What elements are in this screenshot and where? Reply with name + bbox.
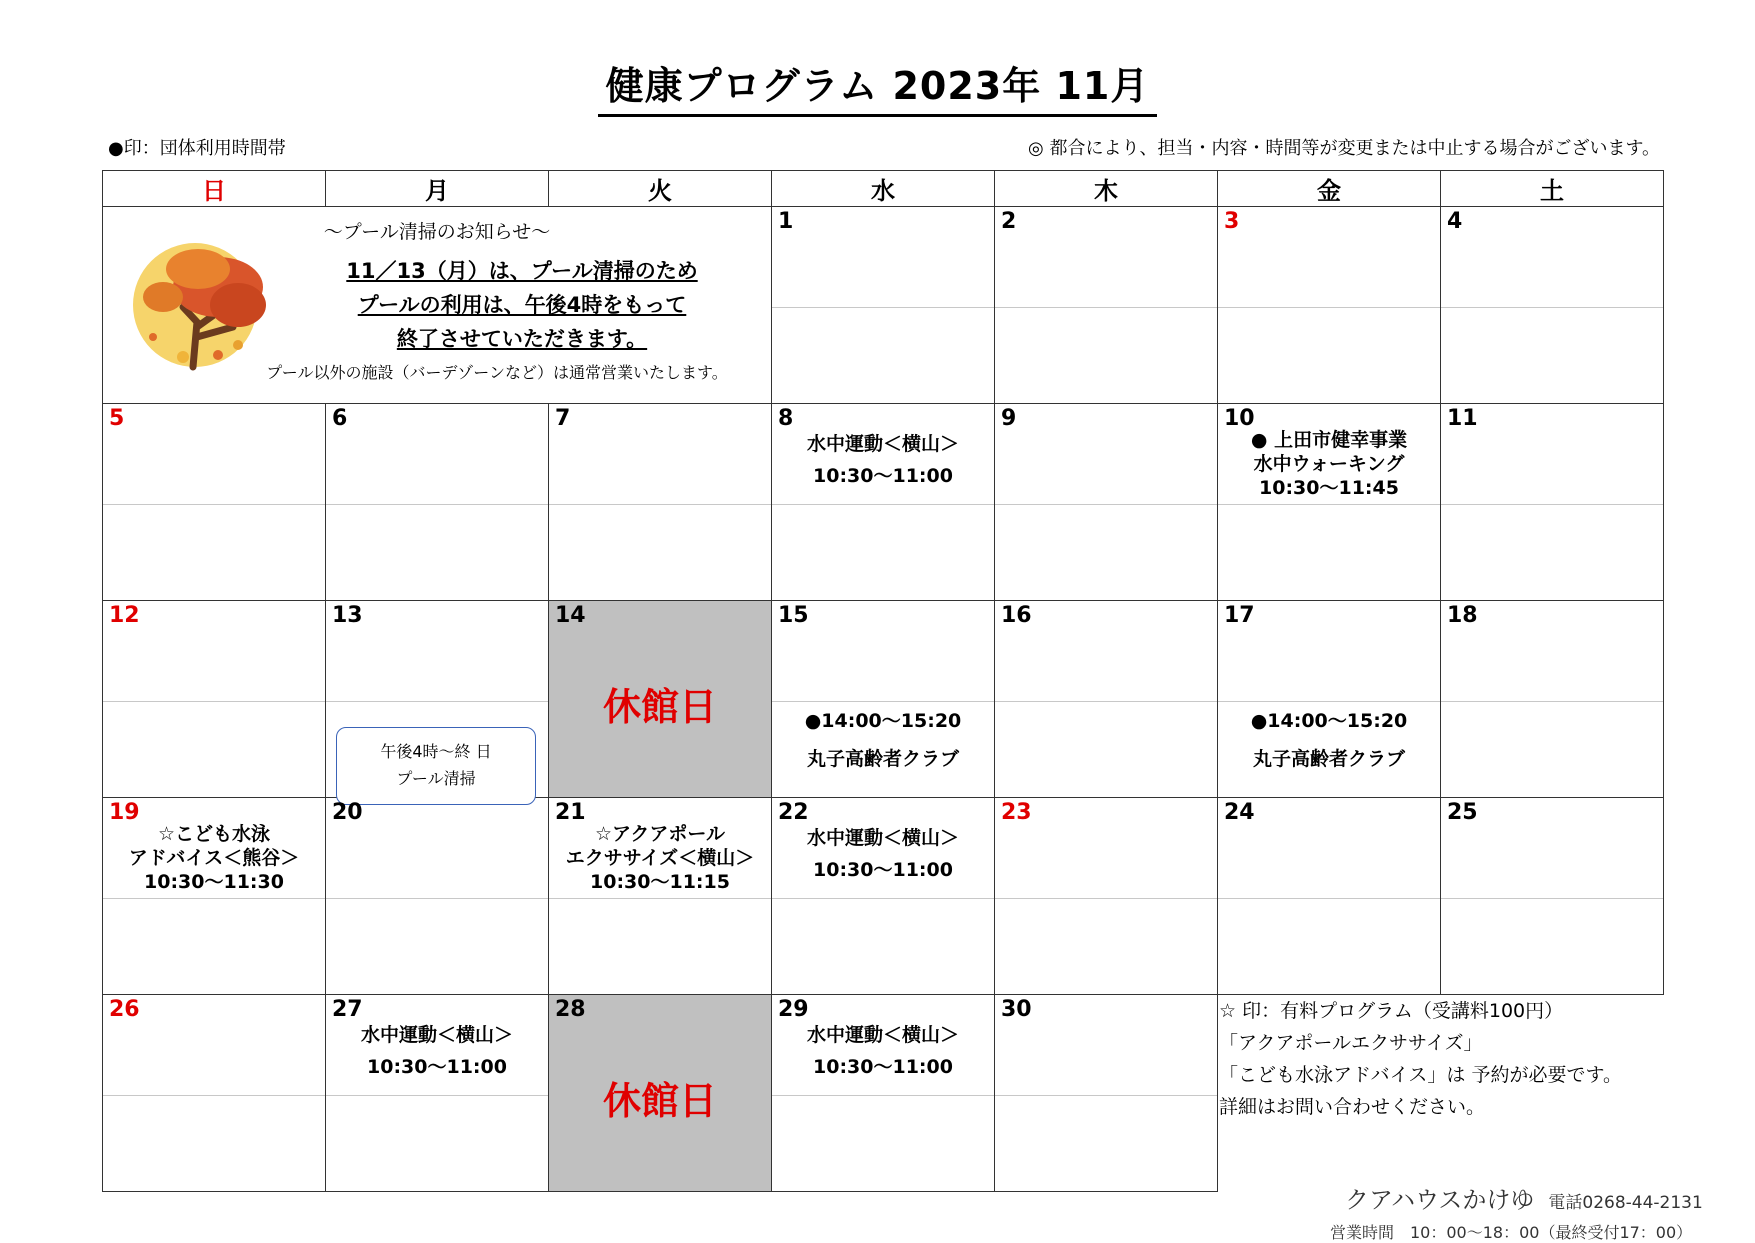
day-number: 9 — [1001, 406, 1017, 431]
weekday-tue: 火 — [549, 171, 772, 207]
day-number: 18 — [1447, 603, 1478, 628]
day-number: 6 — [332, 406, 348, 431]
day-number: 25 — [1447, 800, 1478, 825]
day-number: 16 — [1001, 603, 1032, 628]
day-cell — [326, 601, 549, 798]
closed-label: 休館日 — [602, 1079, 717, 1123]
weekday-sat: 土 — [1441, 171, 1664, 207]
legend-change-notice: ◎ 都合により、担当・内容・時間等が変更または中止する場合がございます。 — [1028, 138, 1660, 159]
day-number: 17 — [1224, 603, 1255, 628]
weekday-wed: 水 — [772, 171, 995, 207]
day-number: 7 — [555, 406, 571, 431]
week-row — [103, 207, 1664, 404]
day-cell — [772, 207, 995, 404]
event-name: アドバイス＜熊谷＞ — [128, 847, 300, 869]
event-time: 10:30～11:30 — [144, 871, 284, 893]
page-title-wrap — [0, 55, 1755, 117]
event-name: 水中運動＜横山＞ — [806, 827, 959, 849]
day-cell — [103, 798, 326, 995]
day-cell — [1218, 404, 1441, 601]
day-cell — [1218, 798, 1441, 995]
day-number-holiday: 3 — [1224, 209, 1240, 234]
day-cell — [103, 601, 326, 798]
day-cell — [1441, 601, 1664, 798]
page-title: 健康プログラム 2023年 11月 — [598, 55, 1158, 117]
weekday-header-row — [103, 171, 1664, 207]
day-number: 29 — [778, 997, 809, 1022]
event-time: 10:30～11:00 — [813, 1056, 953, 1078]
day-cell — [772, 995, 995, 1192]
day-number: 8 — [778, 406, 794, 431]
event-name: ☆アクアポール — [594, 823, 726, 845]
day-cell — [995, 404, 1218, 601]
day-number-holiday: 23 — [1001, 800, 1032, 825]
event-name: 水中運動＜横山＞ — [806, 1024, 959, 1046]
day-number: 21 — [555, 800, 586, 825]
day-cell — [1441, 207, 1664, 404]
day-number: 10 — [1224, 406, 1255, 431]
day-cell — [326, 404, 549, 601]
day-number: 22 — [778, 800, 809, 825]
day-cell — [772, 601, 995, 798]
day-number: 1 — [778, 209, 794, 234]
day-number: 2 — [1001, 209, 1017, 234]
weekday-fri: 金 — [1218, 171, 1441, 207]
pool-cleaning-box — [336, 727, 536, 805]
notice-line: 11／13（月）は、プール清掃のため — [346, 259, 698, 283]
day-cell — [326, 995, 549, 1192]
day-number: 4 — [1447, 209, 1463, 234]
day-cell — [549, 404, 772, 601]
event-time: 10:30～11:00 — [813, 859, 953, 881]
day-number: 15 — [778, 603, 809, 628]
week-row — [103, 601, 1664, 798]
day-number: 14 — [555, 603, 586, 628]
event-time: ●14:00～15:20 — [1250, 710, 1408, 732]
event-name: ☆こども水泳 — [157, 823, 271, 845]
facility-tel: 電話0268-44-2131 — [1548, 1193, 1703, 1213]
event-time: 10:30～11:15 — [590, 871, 730, 893]
notice-subtext: プール以外の施設（バーデゾーンなど）は通常営業いたします。 — [266, 363, 728, 382]
event-time: 10:30～11:00 — [813, 465, 953, 487]
event-name: プール清掃 — [396, 769, 476, 788]
day-cell — [103, 995, 326, 1192]
day-number-sunday: 19 — [109, 800, 140, 825]
pool-cleaning-notice — [103, 217, 771, 383]
day-cell — [1218, 207, 1441, 404]
note-line: 詳細はお問い合わせください。 — [1219, 1096, 1486, 1118]
event-time: 午後4時～終 日 — [380, 742, 492, 761]
day-cell — [995, 798, 1218, 995]
day-number-sunday: 5 — [109, 406, 125, 431]
day-number: 11 — [1447, 406, 1478, 431]
week-row — [103, 404, 1664, 601]
announcement-cell — [103, 207, 772, 404]
day-cell — [1218, 601, 1441, 798]
event-time: ●14:00～15:20 — [804, 710, 962, 732]
facility-info — [1345, 1180, 1703, 1215]
day-cell — [1441, 404, 1664, 601]
day-number: 24 — [1224, 800, 1255, 825]
facility-name: クアハウスかけゆ — [1345, 1186, 1535, 1214]
week-row — [103, 798, 1664, 995]
legend-group-time: ●印：団体利用時間帯 — [108, 138, 286, 159]
event-name: ● 上田市健幸事業 — [1250, 429, 1408, 451]
event-time: 10:30～11:00 — [367, 1056, 507, 1078]
day-cell — [995, 601, 1218, 798]
notice-line: プールの利用は、午後4時をもって — [357, 293, 687, 317]
weekday-sun: 日 — [103, 171, 326, 207]
event-time: 10:30～11:45 — [1259, 477, 1399, 499]
event-name: 丸子高齢者クラブ — [806, 748, 959, 770]
business-hours: 営業時間 10：00～18：00（最終受付17：00） — [1330, 1223, 1693, 1242]
event-name: 水中運動＜横山＞ — [806, 433, 959, 455]
note-line: 「アクアポールエクササイズ」 — [1219, 1032, 1483, 1054]
day-cell-closed — [549, 601, 772, 798]
day-number-sunday: 12 — [109, 603, 140, 628]
fee-note — [1219, 995, 1622, 1123]
notice-line: 終了させていただきます。 — [396, 327, 648, 351]
note-line: 「こども水泳アドバイス」は 予約が必要です。 — [1219, 1064, 1622, 1086]
day-number-sunday: 26 — [109, 997, 140, 1022]
event-name: 水中運動＜横山＞ — [360, 1024, 513, 1046]
day-number: 27 — [332, 997, 363, 1022]
day-cell — [772, 404, 995, 601]
event-name: エクササイズ＜横山＞ — [565, 847, 755, 869]
weekday-thu: 木 — [995, 171, 1218, 207]
day-cell — [995, 207, 1218, 404]
day-cell — [1441, 798, 1664, 995]
day-number: 30 — [1001, 997, 1032, 1022]
event-name: 水中ウォーキング — [1253, 453, 1405, 475]
day-number: 20 — [332, 800, 363, 825]
notice-heading: ～プール清掃のお知らせ～ — [323, 221, 551, 243]
note-line: ☆ 印：有料プログラム（受講料100円） — [1219, 1000, 1564, 1022]
day-cell — [103, 404, 326, 601]
event-name: 丸子高齢者クラブ — [1252, 748, 1405, 770]
day-cell — [772, 798, 995, 995]
closed-label: 休館日 — [602, 685, 717, 729]
day-cell — [995, 995, 1218, 1192]
day-number: 28 — [555, 997, 586, 1022]
day-cell — [549, 798, 772, 995]
day-number: 13 — [332, 603, 363, 628]
day-cell — [326, 798, 549, 995]
weekday-mon: 月 — [326, 171, 549, 207]
day-cell-closed — [549, 995, 772, 1192]
